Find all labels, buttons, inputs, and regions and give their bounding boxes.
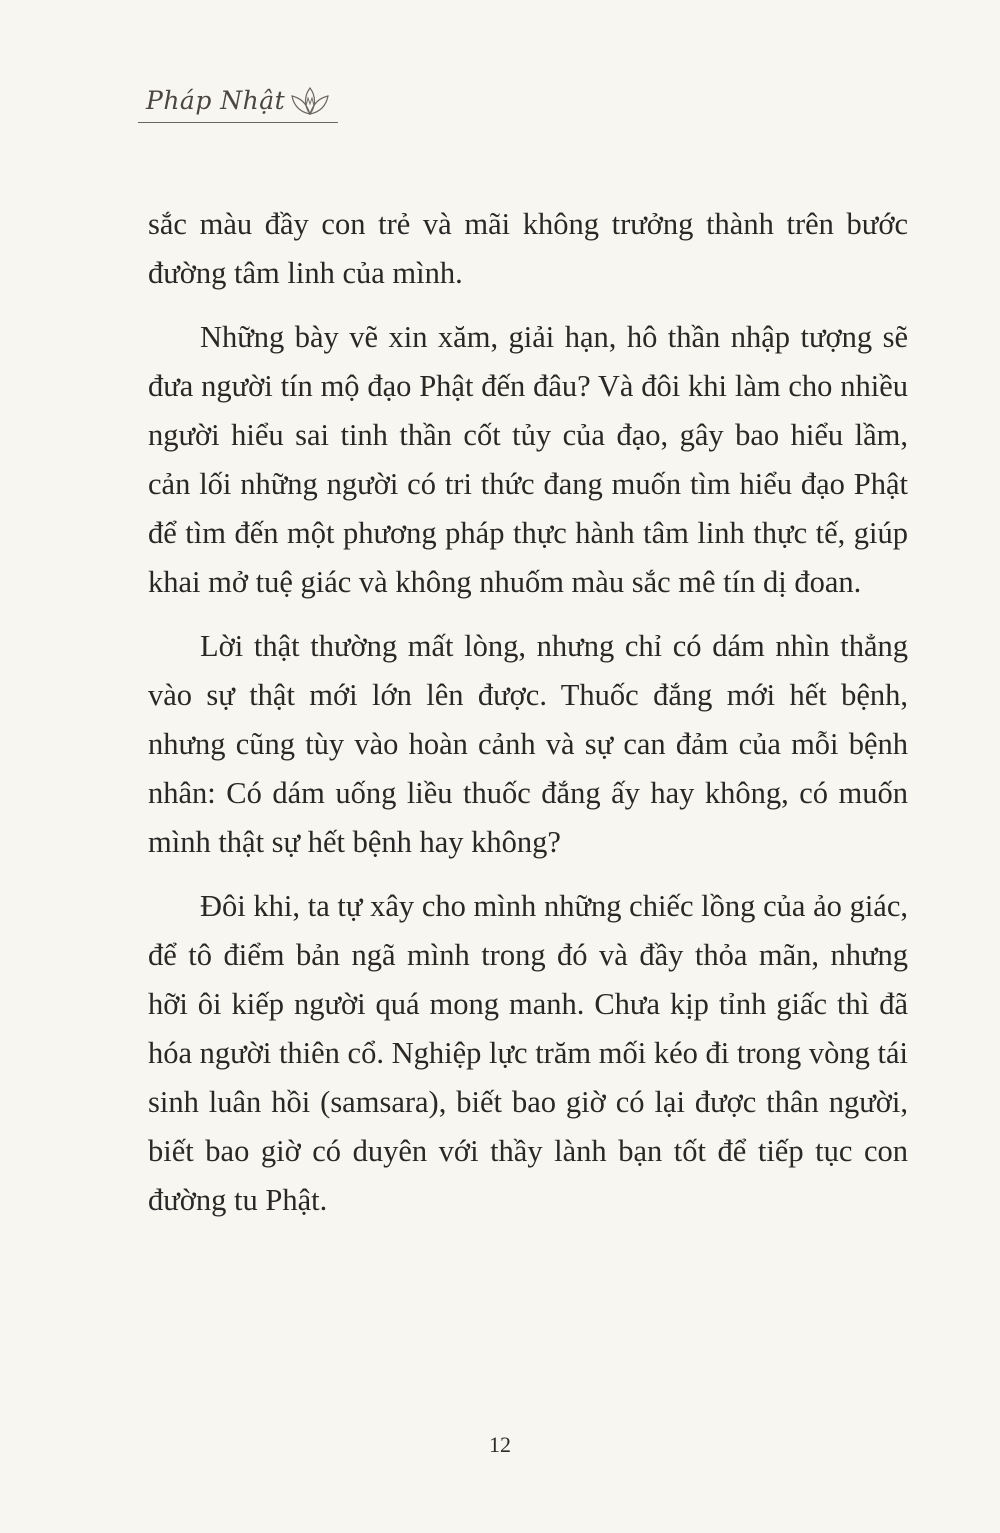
page-number: 12	[489, 1432, 511, 1457]
lotus-ornament-icon	[286, 84, 334, 120]
paragraph: sắc màu đầy con trẻ và mãi không trưởng thành trên bước đường tâm linh của mình.	[148, 207, 908, 290]
paragraph: Lời thật thường mất lòng, nhưng chỉ có dám nhìn thẳng vào sự thật mới lớn lên được. Thuốc đắng mới hết bệnh, nhưng cũng tùy vào hoàn cảnh và sự can đảm của mỗi bệnh nhân: Có dám uống liều thuốc đắng ấy hay không, có muốn mình thật sự hết bệnh hay không?	[148, 629, 908, 859]
body-text	[148, 200, 908, 1240]
paragraph: Những bày vẽ xin xăm, giải hạn, hô thần nhập tượng sẽ đưa người tín mộ đạo Phật đến đâu? Và đôi khi làm cho nhiều người hiểu sai tinh thần cốt tủy của đạo, gây bao hiểu lầm, cản lối những người có tri thức đang muốn tìm hiểu đạo Phật để tìm đến một phương pháp thực hành tâm linh thực tế, giúp khai mở tuệ giác và không nhuốm màu sắc mê tín dị đoan.	[148, 320, 908, 599]
header-divider	[138, 122, 338, 123]
paragraph: Đôi khi, ta tự xây cho mình những chiếc lồng của ảo giác, để tô điểm bản ngã mình trong đó và đầy thỏa mãn, nhưng hỡi ôi kiếp người quá mong manh. Chưa kịp tỉnh giấc thì đã hóa người thiên cổ. Nghiệp lực trăm mối kéo đi trong vòng tái sinh luân hồi (samsara), biết bao giờ có lại được thân người, biết bao giờ có duyên với thầy lành bạn tốt để tiếp tục con đường tu Phật.	[148, 889, 908, 1217]
running-header	[138, 82, 398, 132]
header-title: Pháp Nhật	[146, 86, 286, 115]
